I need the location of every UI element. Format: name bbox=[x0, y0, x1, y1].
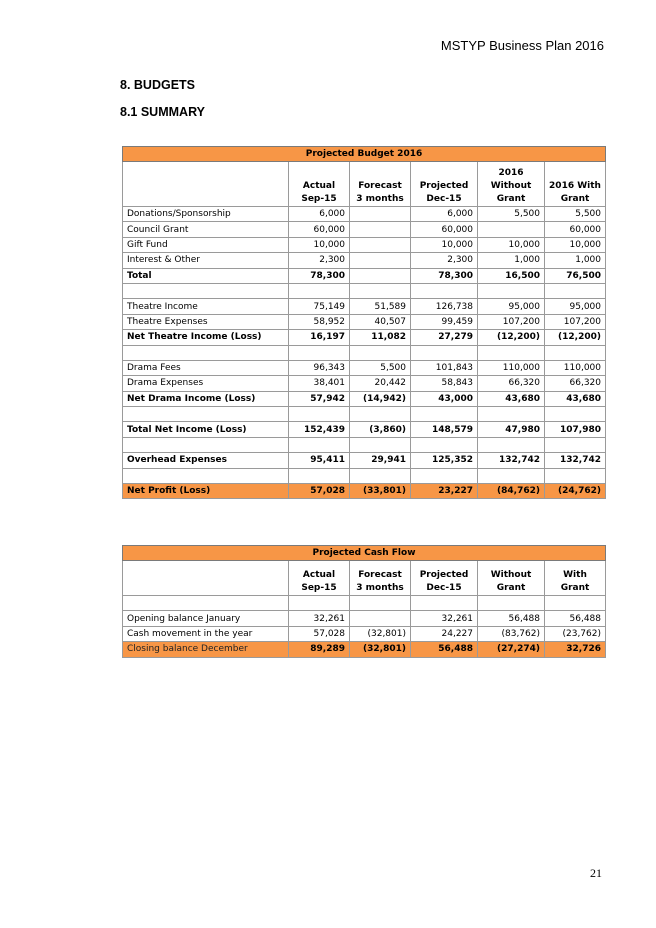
cell-value: 110,000 bbox=[545, 360, 606, 375]
row-label: Overhead Expenses bbox=[123, 453, 289, 468]
column-header-blank bbox=[123, 162, 289, 207]
cell-value: 89,289 bbox=[289, 642, 350, 657]
column-header: Without Grant bbox=[478, 561, 545, 596]
cell-value bbox=[289, 437, 350, 452]
cell-value: 2,300 bbox=[411, 253, 478, 268]
cell-value: (23,762) bbox=[545, 626, 606, 641]
table-row bbox=[123, 422, 606, 437]
cell-value bbox=[350, 437, 411, 452]
cell-value: 10,000 bbox=[478, 237, 545, 252]
cell-value bbox=[411, 596, 478, 611]
table-title: Projected Budget 2016 bbox=[123, 147, 606, 162]
cell-value bbox=[289, 596, 350, 611]
cell-value bbox=[478, 283, 545, 298]
cell-value: 57,028 bbox=[289, 484, 350, 499]
table-row bbox=[123, 330, 606, 345]
cell-value: 75,149 bbox=[289, 299, 350, 314]
cell-value bbox=[545, 437, 606, 452]
cell-value: 56,488 bbox=[545, 611, 606, 626]
cell-value bbox=[411, 468, 478, 483]
row-label: Opening balance January bbox=[123, 611, 289, 626]
table-row bbox=[123, 596, 606, 611]
cell-value bbox=[350, 253, 411, 268]
cell-value bbox=[350, 345, 411, 360]
cell-value bbox=[411, 437, 478, 452]
column-header-blank bbox=[123, 561, 289, 596]
table-row bbox=[123, 391, 606, 406]
cell-value: (14,942) bbox=[350, 391, 411, 406]
column-header: Projected Dec-15 bbox=[411, 561, 478, 596]
row-label bbox=[123, 345, 289, 360]
cell-value: 56,488 bbox=[411, 642, 478, 657]
cell-value: 110,000 bbox=[478, 360, 545, 375]
cell-value: 95,000 bbox=[545, 299, 606, 314]
cell-value: 2,300 bbox=[289, 253, 350, 268]
projected-budget-table bbox=[122, 146, 606, 499]
cell-value: (27,274) bbox=[478, 642, 545, 657]
cell-value: 1,000 bbox=[545, 253, 606, 268]
budget-table-body bbox=[123, 207, 606, 499]
column-header: With Grant bbox=[545, 561, 606, 596]
cell-value: 32,726 bbox=[545, 642, 606, 657]
row-label bbox=[123, 407, 289, 422]
cell-value: 126,738 bbox=[411, 299, 478, 314]
row-label: Net Theatre Income (Loss) bbox=[123, 330, 289, 345]
cell-value: (12,200) bbox=[478, 330, 545, 345]
row-label bbox=[123, 283, 289, 298]
cell-value: (33,801) bbox=[350, 484, 411, 499]
column-header: Projected Dec-15 bbox=[411, 162, 478, 207]
cell-value bbox=[478, 437, 545, 452]
table-row bbox=[123, 345, 606, 360]
cell-value: 32,261 bbox=[289, 611, 350, 626]
row-label: Interest & Other bbox=[123, 253, 289, 268]
cell-value: (32,801) bbox=[350, 626, 411, 641]
cell-value bbox=[289, 345, 350, 360]
table-row bbox=[123, 437, 606, 452]
cell-value: 57,028 bbox=[289, 626, 350, 641]
row-label: Total Net Income (Loss) bbox=[123, 422, 289, 437]
cell-value: 40,507 bbox=[350, 314, 411, 329]
column-header-row bbox=[123, 162, 606, 207]
table-row bbox=[123, 626, 606, 641]
cell-value: 23,227 bbox=[411, 484, 478, 499]
column-header: 2016 With Grant bbox=[545, 162, 606, 207]
cell-value: 24,227 bbox=[411, 626, 478, 641]
cell-value bbox=[478, 468, 545, 483]
cell-value: 107,200 bbox=[545, 314, 606, 329]
table-row bbox=[123, 283, 606, 298]
cell-value: (83,762) bbox=[478, 626, 545, 641]
cell-value: 47,980 bbox=[478, 422, 545, 437]
cell-value: 78,300 bbox=[289, 268, 350, 283]
document-header: MSTYP Business Plan 2016 bbox=[440, 38, 604, 53]
cell-value: 27,279 bbox=[411, 330, 478, 345]
column-header-row bbox=[123, 561, 606, 596]
cell-value: 132,742 bbox=[478, 453, 545, 468]
cell-value: 99,459 bbox=[411, 314, 478, 329]
cell-value: 43,680 bbox=[545, 391, 606, 406]
cell-value: 60,000 bbox=[289, 222, 350, 237]
cell-value: 96,343 bbox=[289, 360, 350, 375]
cell-value: 125,352 bbox=[411, 453, 478, 468]
projected-cash-flow-table bbox=[122, 545, 606, 658]
cell-value: 43,000 bbox=[411, 391, 478, 406]
cell-value bbox=[545, 468, 606, 483]
cell-value bbox=[350, 268, 411, 283]
cell-value: 10,000 bbox=[545, 237, 606, 252]
cell-value bbox=[289, 407, 350, 422]
cell-value: 57,942 bbox=[289, 391, 350, 406]
cell-value: 32,261 bbox=[411, 611, 478, 626]
cell-value bbox=[289, 283, 350, 298]
column-header: Forecast 3 months bbox=[350, 162, 411, 207]
column-header: Actual Sep-15 bbox=[289, 162, 350, 207]
cell-value bbox=[411, 345, 478, 360]
row-label: Closing balance December bbox=[123, 642, 289, 657]
cell-value bbox=[478, 596, 545, 611]
cell-value: 20,442 bbox=[350, 376, 411, 391]
table-row bbox=[123, 642, 606, 657]
cell-value: 10,000 bbox=[289, 237, 350, 252]
row-label: Council Grant bbox=[123, 222, 289, 237]
table-row bbox=[123, 376, 606, 391]
cell-value: 95,000 bbox=[478, 299, 545, 314]
row-label: Net Profit (Loss) bbox=[123, 484, 289, 499]
page-number: 21 bbox=[590, 866, 602, 880]
cell-value: 148,579 bbox=[411, 422, 478, 437]
cash-flow-table-body bbox=[123, 596, 606, 658]
cell-value: 51,589 bbox=[350, 299, 411, 314]
cell-value bbox=[350, 222, 411, 237]
cell-value: 16,500 bbox=[478, 268, 545, 283]
column-header: Forecast 3 months bbox=[350, 561, 411, 596]
column-header: 2016 Without Grant bbox=[478, 162, 545, 207]
cell-value: 29,941 bbox=[350, 453, 411, 468]
cell-value: 101,843 bbox=[411, 360, 478, 375]
row-label bbox=[123, 468, 289, 483]
row-label: Drama Fees bbox=[123, 360, 289, 375]
row-label: Cash movement in the year bbox=[123, 626, 289, 641]
table-row bbox=[123, 360, 606, 375]
table-row bbox=[123, 407, 606, 422]
cell-value: 76,500 bbox=[545, 268, 606, 283]
table-row bbox=[123, 237, 606, 252]
row-label: Theatre Expenses bbox=[123, 314, 289, 329]
row-label: Theatre Income bbox=[123, 299, 289, 314]
cell-value: 107,200 bbox=[478, 314, 545, 329]
cell-value bbox=[545, 283, 606, 298]
cell-value: 5,500 bbox=[478, 207, 545, 222]
table-row bbox=[123, 207, 606, 222]
cell-value: 66,320 bbox=[545, 376, 606, 391]
table-row bbox=[123, 611, 606, 626]
cell-value bbox=[545, 596, 606, 611]
cell-value: 78,300 bbox=[411, 268, 478, 283]
cell-value: (3,860) bbox=[350, 422, 411, 437]
cell-value: 1,000 bbox=[478, 253, 545, 268]
row-label bbox=[123, 437, 289, 452]
cell-value bbox=[350, 596, 411, 611]
row-label: Drama Expenses bbox=[123, 376, 289, 391]
cell-value: 107,980 bbox=[545, 422, 606, 437]
cell-value: 6,000 bbox=[411, 207, 478, 222]
table-row bbox=[123, 453, 606, 468]
cell-value bbox=[411, 407, 478, 422]
table-row bbox=[123, 314, 606, 329]
cell-value: 58,843 bbox=[411, 376, 478, 391]
row-label bbox=[123, 596, 289, 611]
cell-value: 58,952 bbox=[289, 314, 350, 329]
cell-value bbox=[478, 407, 545, 422]
cell-value bbox=[545, 345, 606, 360]
cell-value: 6,000 bbox=[289, 207, 350, 222]
table-row bbox=[123, 222, 606, 237]
cell-value: 56,488 bbox=[478, 611, 545, 626]
table-row bbox=[123, 253, 606, 268]
cell-value bbox=[545, 407, 606, 422]
table-row bbox=[123, 484, 606, 499]
cell-value bbox=[478, 222, 545, 237]
cell-value bbox=[350, 207, 411, 222]
table-row bbox=[123, 299, 606, 314]
cell-value bbox=[350, 407, 411, 422]
cell-value: (84,762) bbox=[478, 484, 545, 499]
section-heading: 8. BUDGETS bbox=[120, 78, 196, 92]
cell-value bbox=[350, 283, 411, 298]
cell-value: (24,762) bbox=[545, 484, 606, 499]
cell-value: 43,680 bbox=[478, 391, 545, 406]
cell-value: 5,500 bbox=[545, 207, 606, 222]
cell-value bbox=[478, 345, 545, 360]
section-subheading: 8.1 SUMMARY bbox=[120, 105, 205, 119]
column-header: Actual Sep-15 bbox=[289, 561, 350, 596]
cell-value: 5,500 bbox=[350, 360, 411, 375]
cell-value bbox=[350, 611, 411, 626]
cell-value: 95,411 bbox=[289, 453, 350, 468]
row-label: Gift Fund bbox=[123, 237, 289, 252]
cell-value: 152,439 bbox=[289, 422, 350, 437]
cell-value bbox=[289, 468, 350, 483]
cell-value: 66,320 bbox=[478, 376, 545, 391]
cell-value: 60,000 bbox=[545, 222, 606, 237]
cell-value: 38,401 bbox=[289, 376, 350, 391]
table-title: Projected Cash Flow bbox=[123, 546, 606, 561]
cell-value: (32,801) bbox=[350, 642, 411, 657]
cell-value: 10,000 bbox=[411, 237, 478, 252]
row-label: Total bbox=[123, 268, 289, 283]
table-row bbox=[123, 468, 606, 483]
row-label: Net Drama Income (Loss) bbox=[123, 391, 289, 406]
cell-value: 60,000 bbox=[411, 222, 478, 237]
row-label: Donations/Sponsorship bbox=[123, 207, 289, 222]
cell-value: 132,742 bbox=[545, 453, 606, 468]
table-row bbox=[123, 268, 606, 283]
cell-value: 16,197 bbox=[289, 330, 350, 345]
cell-value: 11,082 bbox=[350, 330, 411, 345]
cell-value: (12,200) bbox=[545, 330, 606, 345]
cell-value bbox=[350, 468, 411, 483]
cell-value bbox=[411, 283, 478, 298]
cell-value bbox=[350, 237, 411, 252]
